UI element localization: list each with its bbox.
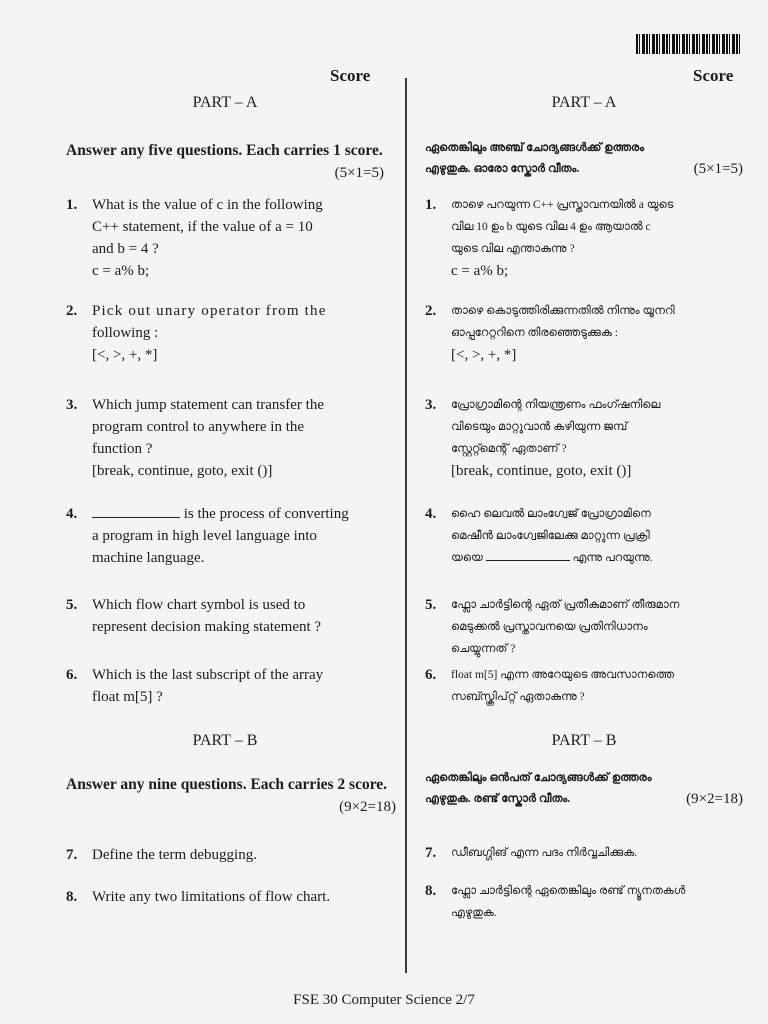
marks: (9×2=18) — [686, 791, 743, 807]
question-6 — [425, 664, 743, 708]
question-text: ഡീബഗ്ഗിങ് എന്ന പദം നിർവ്വചിക്കുക. — [451, 847, 638, 859]
column-divider — [405, 78, 407, 973]
question-text: C++ statement, if the value of a = 10 — [92, 219, 313, 235]
question-text: program control to anywhere in the — [92, 419, 305, 435]
question-text: What is the value of c in the following — [92, 197, 323, 213]
question-text: യുടെ വില എന്താകുന്നു ? — [451, 243, 575, 255]
instruction-text: Answer any five questions. Each carries 1 score. — [66, 142, 383, 159]
instruction-text: എഴുതുക. ഓരോ സ്കോർ വീതം. — [425, 163, 580, 175]
question-text: following : — [92, 325, 159, 341]
question-text: [<, >, +, *] — [451, 347, 517, 363]
question-text: പ്രോഗ്രാമിന്റെ നിയന്ത്രണം ഫംഗ്ഷനിലെ — [451, 399, 661, 411]
question-text: float m[5] എന്ന അറേയുടെ അവസാനത്തെ — [451, 669, 675, 681]
question-text: [<, >, +, *] — [92, 347, 158, 363]
question-8 — [66, 886, 384, 908]
question-number: 1. — [66, 197, 78, 213]
question-text: ഫ്ലോ ചാർട്ടിന്റെ ഏത് പ്രതീകമാണ് തീരുമാന — [451, 599, 680, 611]
question-number: 6. — [66, 667, 78, 683]
question-number: 4. — [66, 506, 78, 522]
marks: (5×1=5) — [334, 165, 384, 181]
question-text: മെടുക്കൽ പ്രസ്താവനയെ പ്രതിനിധാനം — [451, 621, 648, 633]
question-text: a program in high level language into — [92, 528, 317, 544]
part-a-heading: PART – A — [192, 94, 258, 111]
question-5 — [66, 594, 384, 638]
question-text: Which is the last subscript of the array — [92, 667, 324, 683]
question-7 — [425, 842, 743, 864]
question-number: 7. — [425, 845, 437, 861]
question-number: 6. — [425, 667, 437, 683]
question-text: താഴെ പറയുന്ന C++ പ്രസ്താവനയിൽ a യുടെ — [451, 199, 674, 211]
part-b-heading: PART – B — [551, 732, 617, 749]
question-number: 8. — [425, 883, 437, 899]
question-text: എന്നു പറയുന്നു. — [572, 552, 653, 564]
question-number: 2. — [425, 303, 437, 319]
question-text: സബ്സ്ക്രിപ്റ്റ് ഏതാകുന്നു ? — [451, 691, 585, 703]
question-8 — [425, 880, 743, 924]
question-text: സ്റ്റേറ്റ്മെന്റ് ഏതാണ് ? — [451, 443, 567, 455]
question-number: 5. — [66, 597, 78, 613]
score-label: Score — [330, 66, 371, 85]
score-label: Score — [693, 66, 734, 85]
question-text: യയെ — [451, 552, 483, 564]
question-5 — [425, 594, 743, 660]
question-number: 3. — [425, 397, 437, 413]
question-text: represent decision making statement ? — [92, 619, 322, 635]
question-text: താഴെ കൊടുത്തിരിക്കുന്നതിൽ നിന്നും യൂനറി — [451, 305, 675, 317]
question-3 — [425, 394, 743, 482]
question-number: 1. — [425, 197, 437, 213]
question-text: float m[5] ? — [92, 689, 163, 705]
question-text: machine language. — [92, 550, 205, 566]
question-text: എഴുതുക. — [451, 907, 497, 919]
question-text: [break, continue, goto, exit ()] — [451, 463, 632, 479]
question-text: Write any two limitations of flow chart. — [92, 889, 331, 905]
question-number: 8. — [66, 889, 78, 905]
question-text: Pick out unary operator from the — [92, 303, 327, 319]
question-number: 3. — [66, 397, 78, 413]
question-2 — [425, 300, 743, 366]
question-number: 7. — [66, 847, 78, 863]
instruction-text: എഴുതുക. രണ്ട് സ്കോർ വീതം. — [425, 793, 571, 805]
question-7 — [66, 844, 384, 866]
page-footer: FSE 30 Computer Science 2/7 — [293, 992, 475, 1008]
question-number: 2. — [66, 303, 78, 319]
part-a-heading: PART – A — [551, 94, 617, 111]
question-6 — [66, 664, 384, 708]
marks: (9×2=18) — [339, 799, 396, 815]
question-1 — [425, 194, 743, 282]
question-text: and b = 4 ? — [92, 241, 159, 257]
question-text: [break, continue, goto, exit ()] — [92, 463, 273, 479]
question-3 — [66, 394, 384, 482]
question-text: മെഷീൻ ലാംഗ്വേജിലേക്കു മാറ്റുന്ന പ്രക്രി — [451, 530, 650, 542]
question-text: വിടെയും മാറ്റുവാൻ കഴിയുന്ന ജമ്പ് — [451, 421, 628, 433]
part-b-instructions — [425, 768, 743, 810]
question-text: c = a% b; — [92, 263, 150, 279]
question-number: 5. — [425, 597, 437, 613]
part-b-heading: PART – B — [192, 732, 258, 749]
question-text: Which jump statement can transfer the — [92, 397, 324, 413]
question-text: ഓപ്പറേറ്ററിനെ തിരഞ്ഞെടുക്കുക : — [451, 327, 618, 339]
instruction-text: ഏതെങ്കിലും അഞ്ച് ചോദ്യങ്ങൾക്ക് ഉത്തരം — [425, 142, 645, 154]
answer-blank — [486, 548, 570, 561]
answer-blank — [92, 505, 180, 518]
question-number: 4. — [425, 506, 437, 522]
question-2 — [66, 300, 384, 366]
marks: (5×1=5) — [693, 161, 743, 177]
question-1 — [66, 194, 384, 282]
part-a-instructions — [66, 140, 384, 184]
question-text: ഹൈ ലെവൽ ലാംഗ്വേജ് പ്രോഗ്രാമിനെ — [451, 508, 651, 520]
question-text: ചെയ്യുന്നത് ? — [451, 643, 516, 655]
barcode — [636, 34, 742, 54]
question-text: Define the term debugging. — [92, 847, 257, 863]
question-text: ഫ്ലോ ചാർട്ടിന്റെ ഏതെങ്കിലും രണ്ട് ന്യൂനതകൾ — [451, 885, 686, 897]
question-4 — [425, 503, 743, 569]
question-text: Which flow chart symbol is used to — [92, 597, 306, 613]
question-text: c = a% b; — [451, 263, 509, 279]
question-text: function ? — [92, 441, 153, 457]
instruction-text: ഏതെങ്കിലും ഒൻപത് ചോദ്യങ്ങൾക്ക് ഉത്തരം — [425, 772, 652, 784]
part-a-instructions — [425, 138, 743, 180]
question-text: വില 10 ഉം b യുടെ വില 4 ഉം ആയാൽ c — [451, 221, 651, 233]
instruction-text: Answer any nine questions. Each carries 2 score. — [66, 776, 388, 793]
part-b-instructions — [66, 774, 396, 818]
question-text: is the process of converting — [183, 506, 349, 522]
question-4 — [66, 503, 384, 569]
